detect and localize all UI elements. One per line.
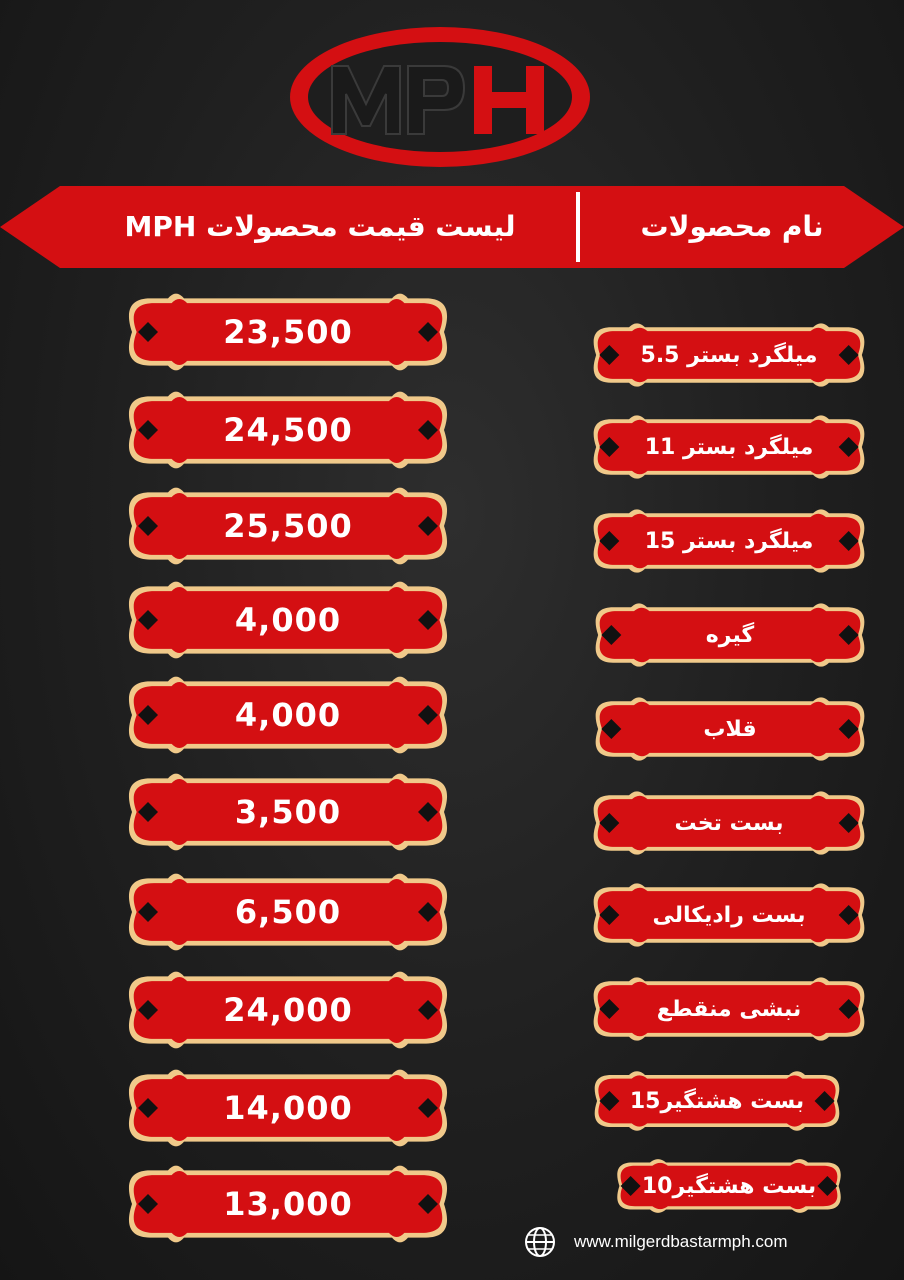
product-name: گیره bbox=[705, 622, 755, 648]
product-plaque bbox=[578, 508, 880, 574]
product-plaque bbox=[580, 696, 880, 762]
price-plaque bbox=[110, 970, 466, 1050]
footer bbox=[520, 1222, 890, 1262]
product-name: بست هشتگیر15 bbox=[629, 1088, 805, 1114]
price-value: 6,500 bbox=[234, 893, 342, 931]
price-value: 14,000 bbox=[223, 1089, 353, 1127]
website-link[interactable]: www.milgerdbastarmph.com bbox=[574, 1232, 788, 1251]
price-plaque bbox=[110, 486, 466, 566]
product-name: میلگرد بستر 5.5 bbox=[640, 342, 818, 368]
price-value: 24,000 bbox=[223, 991, 353, 1029]
brand-logo bbox=[280, 22, 600, 172]
globe-icon bbox=[524, 1226, 556, 1258]
price-value: 4,000 bbox=[234, 696, 342, 734]
price-value: 23,500 bbox=[223, 313, 353, 351]
price-plaque bbox=[110, 580, 466, 660]
product-plaque bbox=[580, 602, 880, 668]
product-names-title: نام محصولات bbox=[640, 210, 824, 243]
price-list-title: لیست قیمت محصولات MPH bbox=[124, 210, 516, 243]
product-plaque bbox=[580, 1070, 854, 1132]
product-name: میلگرد بستر 11 bbox=[644, 434, 814, 460]
product-plaque bbox=[578, 322, 880, 388]
product-plaque bbox=[578, 414, 880, 480]
product-name: بست هشتگیر10 bbox=[641, 1173, 817, 1199]
product-plaque bbox=[604, 1158, 854, 1214]
price-value: 13,000 bbox=[223, 1185, 353, 1223]
price-plaque bbox=[110, 772, 466, 852]
product-name: بست رادیکالی bbox=[652, 902, 806, 928]
product-name: میلگرد بستر 15 bbox=[644, 528, 814, 554]
price-plaque bbox=[110, 872, 466, 952]
price-value: 24,500 bbox=[223, 411, 353, 449]
price-plaque bbox=[110, 1164, 466, 1244]
product-name: نبشی منقطع bbox=[656, 996, 802, 1022]
price-plaque bbox=[110, 675, 466, 755]
price-value: 4,000 bbox=[234, 601, 342, 639]
price-plaque bbox=[110, 292, 466, 372]
product-plaque bbox=[578, 976, 880, 1042]
product-plaque bbox=[578, 790, 880, 856]
price-value: 25,500 bbox=[223, 507, 353, 545]
price-plaque bbox=[110, 1068, 466, 1148]
product-plaque bbox=[578, 882, 880, 948]
price-value: 3,500 bbox=[234, 793, 342, 831]
price-plaque bbox=[110, 390, 466, 470]
product-name: بست تخت bbox=[674, 810, 784, 836]
product-name: قلاب bbox=[703, 716, 757, 742]
